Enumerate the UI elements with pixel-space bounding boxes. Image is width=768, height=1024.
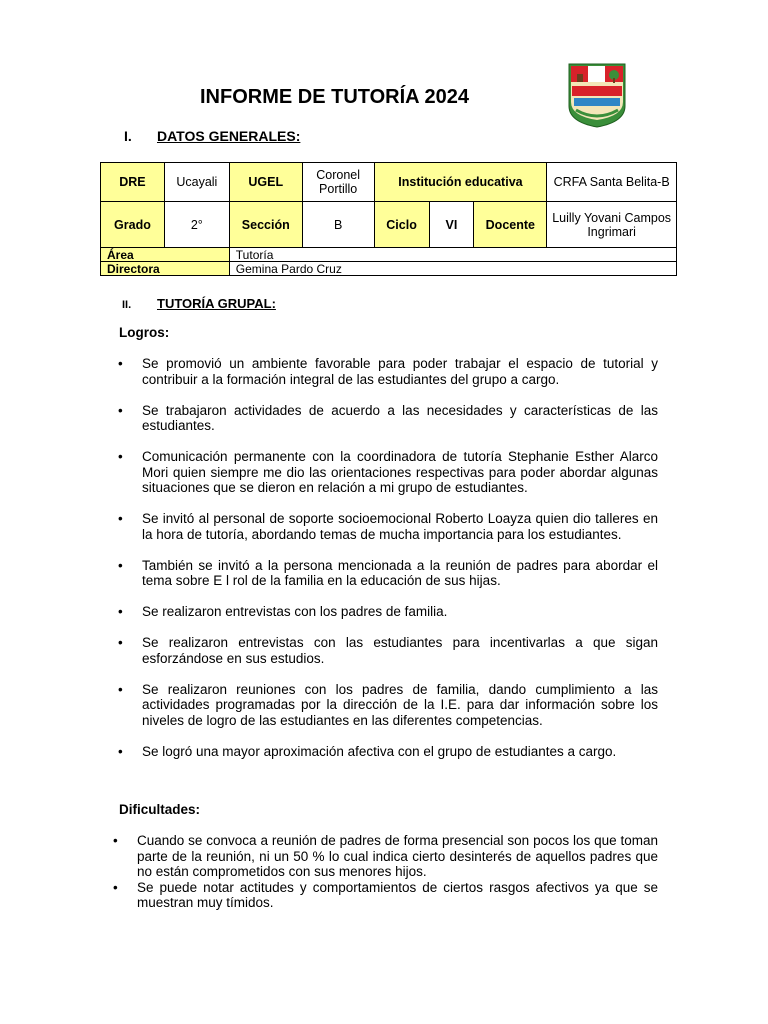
- docente-label: Docente: [474, 202, 547, 248]
- dre-value: Ucayali: [164, 163, 229, 202]
- list-item: • Cuando se convoca a reunión de padres de forma presencial son pocos los que toman parte de la reunión, ni un 50 % lo cual indica cierto desinterés de aquellos padres que no están comprometidos con sus menores hijos.: [113, 833, 658, 880]
- document-title: INFORME DE TUTORÍA 2024: [200, 86, 469, 108]
- list-item: • Se realizaron entrevistas con los padres de familia.: [118, 604, 658, 620]
- list-item: • Se logró una mayor aproximación afectiva con el grupo de estudiantes a cargo.: [118, 744, 658, 760]
- table-row: [101, 248, 677, 262]
- section-title: TUTORÍA GRUPAL:: [157, 296, 276, 311]
- list-item: • Se realizaron reuniones con los padres de familia, dando cumplimiento a las actividades programadas por la dirección de la I.E. para dar información sobre los niveles de logro de las estudiantes en las diferentes competencias.: [118, 682, 658, 729]
- list-item: • Comunicación permanente con la coordinadora de tutoría Stephanie Esther Alarco Mori quien siempre me dio las orientaciones respectivas para poder abordar algunas situaciones que se dieron en relación a mi grupo de estudiantes.: [118, 449, 658, 496]
- logros-heading: Logros:: [119, 325, 170, 340]
- grado-value: 2°: [164, 202, 229, 248]
- ciclo-label: Ciclo: [374, 202, 429, 248]
- general-data-table: [100, 162, 677, 276]
- list-item: • También se invitó a la persona mencionada a la reunión de padres para abordar el tema sobre E l rol de la familia en la educación de sus hijas.: [118, 558, 658, 589]
- dificultades-list: [113, 833, 658, 911]
- school-logo: [566, 62, 628, 128]
- dre-label: DRE: [101, 163, 165, 202]
- docente-value: Luilly Yovani Campos Ingrimari: [547, 202, 677, 248]
- area-label: Área: [101, 248, 230, 262]
- seccion-label: Sección: [229, 202, 302, 248]
- school-crest-icon: [566, 62, 628, 128]
- list-item: • Se invitó al personal de soporte socioemocional Roberto Loayza quien dio talleres en la hora de tutoría, abordando temas de mucha importancia para los estudiantes.: [118, 511, 658, 542]
- ciclo-value: VI: [429, 202, 474, 248]
- ugel-value: Coronel Portillo: [302, 163, 374, 202]
- section-number: II.: [122, 299, 132, 311]
- area-value: Tutoría: [229, 248, 676, 262]
- institucion-value: CRFA Santa Belita-B: [547, 163, 677, 202]
- list-item: • Se trabajaron actividades de acuerdo a las necesidades y características de las estudiantes.: [118, 403, 658, 434]
- dificultades-heading: Dificultades:: [119, 802, 201, 817]
- directora-label: Directora: [101, 262, 230, 276]
- list-item: • Se puede notar actitudes y comportamientos de ciertos rasgos afectivos ya que se muestran muy tímidos.: [113, 880, 658, 911]
- ugel-label: UGEL: [229, 163, 302, 202]
- table-row: [101, 163, 677, 202]
- section-heading-tutoria-grupal: [122, 296, 276, 311]
- institucion-label: Institución educativa: [374, 163, 547, 202]
- seccion-value: B: [302, 202, 374, 248]
- list-item: • Se realizaron entrevistas con las estudiantes para incentivarlas a que sigan esforzándose en sus estudios.: [118, 635, 658, 666]
- directora-value: Gemina Pardo Cruz: [229, 262, 676, 276]
- logros-list: [118, 356, 658, 775]
- section-heading-datos-generales: [124, 128, 300, 144]
- list-item: • Se promovió un ambiente favorable para poder trabajar el espacio de tutorial y contribuir a la formación integral de las estudiantes del grupo a cargo.: [118, 356, 658, 387]
- section-title: DATOS GENERALES:: [157, 128, 301, 144]
- table-row: [101, 202, 677, 248]
- grado-label: Grado: [101, 202, 165, 248]
- section-number: I.: [124, 128, 132, 144]
- table-row: [101, 262, 677, 276]
